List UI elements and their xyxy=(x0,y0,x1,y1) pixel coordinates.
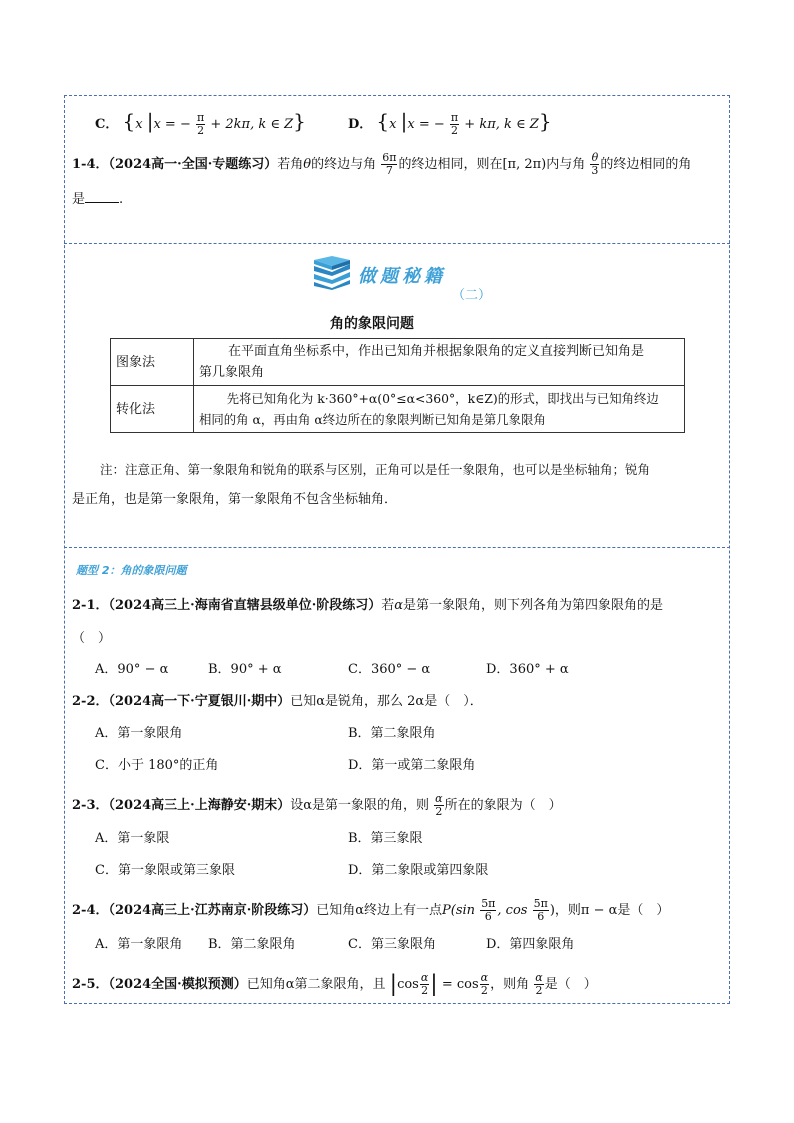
option-a[interactable]: A．第一象限 xyxy=(95,831,170,846)
question-2-3: 2-3．（2024高三上·上海静安·期末）设α是第一象限的角，则 $\frac{\alpha}{2}$ 所在的象限为（ ） xyxy=(72,792,562,818)
fraction: $\frac{\pi}{2}$ xyxy=(450,111,459,137)
book-stack-icon xyxy=(312,256,352,294)
fraction: $\frac{6\pi}{7}$ xyxy=(382,151,397,177)
question-type-label: 题型 2：角的象限问题 xyxy=(76,564,187,577)
option-d[interactable]: D．第四象限角 xyxy=(486,937,575,952)
option-d: D． {x |x = − $\frac{\pi}{2}$ + kπ, k ∈ Z} xyxy=(348,109,552,137)
method-label: 转化法 xyxy=(111,386,194,433)
question-1-4: 1-4．（2024高一·全国·专题练习）若角θ的终边与角 $\frac{6\pi}{7}$ 的终边相同，则在[π, 2π)内与角 $\frac{\theta}{3}$ 的终边相同的角 xyxy=(72,151,692,177)
secret-subtitle: （二） xyxy=(452,288,492,303)
note-line: 是正角，也是第一象限角，第一象限角不包含坐标轴角． xyxy=(72,492,398,507)
option-b[interactable]: B．第二象限角 xyxy=(208,937,296,952)
option-c[interactable]: C．第一象限或第三象限 xyxy=(95,863,235,878)
fraction: $\frac{\theta}{3}$ xyxy=(591,151,599,177)
note-line: 注：注意正角、第一象限角和锐角的联系与区别，正角可以是任一象限角，也可以是坐标轴角；锐角 xyxy=(100,462,651,477)
option-a[interactable]: A．第一象限角 xyxy=(95,937,183,952)
fraction: $\frac{\alpha}{2}$ xyxy=(480,971,489,997)
fraction: $\frac{\alpha}{2}$ xyxy=(420,971,429,997)
secret-heading: 角的象限问题 xyxy=(330,316,414,332)
question-2-2: 2-2．（2024高一下·宁夏银川·期中）已知α是锐角，那么 2α是（ ）． xyxy=(72,694,483,709)
table-row xyxy=(111,339,685,386)
option-d[interactable]: D．第一或第二象限角 xyxy=(348,758,476,773)
section-divider xyxy=(64,243,730,244)
option-c: C． {x |x = − $\frac{\pi}{2}$ + 2kπ, k ∈ Z} xyxy=(95,109,306,137)
method-label: 图象法 xyxy=(111,339,194,386)
fraction: $\frac{5\pi}{6}$ xyxy=(481,897,496,923)
option-c[interactable]: C．360° − α xyxy=(348,662,431,677)
option-b[interactable]: B．90° + α xyxy=(208,662,282,677)
secret-title: 做题秘籍 xyxy=(358,266,446,287)
option-a[interactable]: A．90° − α xyxy=(95,662,169,677)
option-c[interactable]: C．第三象限角 xyxy=(348,937,436,952)
answer-paren: （ ） xyxy=(72,631,112,646)
method-desc: 在平面直角坐标系中，作出已知角并根据象限角的定义直接判断已知角是 第几象限角 xyxy=(194,339,685,386)
table-row xyxy=(111,386,685,433)
method-table xyxy=(110,338,685,433)
option-d[interactable]: D．360° + α xyxy=(486,662,569,677)
question-2-1: 2-1．（2024高三上·海南省直辖县级单位·阶段练习）若α是第一象限角，则下列各角为第四象限角的是 xyxy=(72,598,664,613)
option-c[interactable]: C．小于 180°的正角 xyxy=(95,758,219,773)
option-a[interactable]: A．第一象限角 xyxy=(95,726,183,741)
answer-blank[interactable] xyxy=(85,190,119,203)
method-desc: 先将已知角化为 k·360°+α(0°≤α<360°，k∈Z)的形式，即找出与已知角终边 相同的角 α，再由角 α终边所在的象限判断已知角是第几象限角 xyxy=(194,386,685,433)
option-b[interactable]: B．第二象限角 xyxy=(348,726,436,741)
option-d[interactable]: D．第二象限或第四象限 xyxy=(348,863,489,878)
fraction: $\frac{\alpha}{2}$ xyxy=(435,792,443,818)
fraction: $\frac{\pi}{2}$ xyxy=(197,111,205,137)
question-2-4: 2-4．（2024高三上·江苏南京·阶段练习）已知角α终边上有一点P(sin $\frac{5\pi}{6}$ , cos $\frac{5\pi}{6}$ )，则π − α是（ ） xyxy=(72,897,670,923)
fraction: $\frac{\alpha}{2}$ xyxy=(535,971,543,997)
option-b[interactable]: B．第三象限 xyxy=(348,831,423,846)
fraction: $\frac{5\pi}{6}$ xyxy=(533,897,548,923)
question-2-5: 2-5．（2024全国·模拟预测）已知角α第二象限角，且 |cos $\frac{\alpha}{2}$ | = cos $\frac{\alpha}{2}$ ，则角 $\frac{\alpha}{2}$ 是（ ） xyxy=(72,971,597,997)
question-1-4-line2: 是 . xyxy=(72,192,124,207)
section-divider xyxy=(64,547,730,548)
